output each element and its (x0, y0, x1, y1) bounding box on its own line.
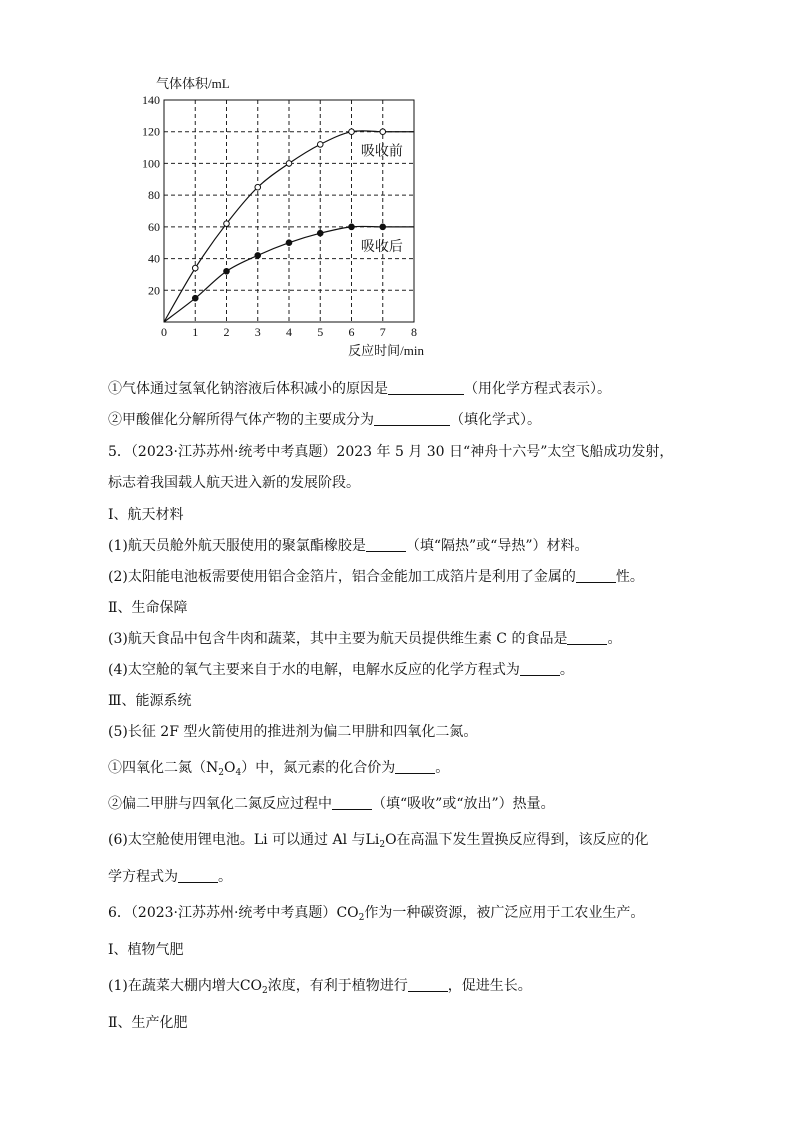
formula-n: N (206, 760, 219, 776)
q6-1-mid: 浓度，有利于植物进行 (267, 978, 408, 994)
formula-li: Li (365, 832, 380, 848)
q5-6-rest: 在高温下发生置换反应得到，该反应的化 (396, 832, 649, 848)
question-5-1 (108, 536, 588, 556)
q5-5b-suffix: （填“吸收”或“放出”）热量。 (372, 796, 555, 812)
question-4-part-1 (108, 379, 611, 399)
gas-volume-chart (130, 72, 440, 362)
data-point (317, 230, 323, 236)
formula-co: CO (336, 905, 359, 921)
data-point (192, 265, 198, 271)
y-tick-label: 140 (142, 93, 160, 107)
formula-subscript: 2 (379, 840, 386, 850)
section-heading: Ⅰ、植物气肥 (108, 942, 184, 958)
q5-6-suffix: 。 (218, 869, 232, 885)
x-tick-label: 4 (286, 325, 292, 339)
y-tick-label: 40 (148, 251, 160, 266)
answer-blank[interactable] (388, 380, 464, 395)
q1b-suffix: （填化学式）。 (450, 412, 541, 428)
y-tick-label: 80 (148, 188, 160, 203)
question-5-header-cont: 标志着我国载人航天进入新的发展阶段。 (108, 475, 360, 491)
data-point (317, 142, 323, 148)
q6-text: 6．（2023·江苏苏州·统考中考真题） (108, 905, 337, 921)
answer-blank[interactable] (576, 568, 616, 583)
q5-6-text: (6)太空舱使用锂电池。Li 可以通过 Al 与 (108, 832, 366, 848)
section-heading: Ⅱ、生命保障 (108, 600, 188, 616)
section-heading: Ⅲ、能源系统 (108, 693, 192, 709)
x-tick-label: 0 (161, 325, 167, 339)
series-label: 吸收后 (360, 239, 403, 255)
formula-o: O (385, 832, 397, 848)
q1a-suffix: （用化学方程式表示）。 (464, 381, 611, 397)
q6-1-suffix: ，促进生长。 (447, 978, 532, 994)
q5-4-suffix: 。 (559, 662, 574, 678)
data-point (380, 224, 386, 230)
formula-subscript: 2 (218, 768, 224, 778)
y-tick-label: 20 (148, 283, 160, 298)
formula-subscript: 2 (358, 913, 365, 923)
data-point (349, 224, 355, 230)
q5-6-line2: 学方程式为 (108, 869, 178, 885)
answer-blank[interactable] (332, 795, 372, 810)
data-point (380, 129, 386, 135)
question-4-part-2 (108, 410, 541, 430)
data-point (286, 161, 292, 167)
section-heading: Ⅰ、航天材料 (108, 507, 184, 523)
formula-co: CO (239, 978, 263, 994)
section-heading: Ⅱ、生产化肥 (108, 1015, 188, 1031)
data-point (224, 268, 230, 274)
x-tick-label: 3 (254, 325, 261, 339)
x-tick-label: 2 (223, 325, 230, 339)
x-axis-label: 反应时间/min (348, 343, 424, 358)
y-tick-label: 120 (142, 124, 160, 139)
question-5-3 (108, 629, 621, 649)
question-5-4 (108, 660, 574, 680)
q5-5a-text: ①四氧化二氮（ (108, 760, 206, 776)
answer-blank[interactable] (567, 630, 607, 645)
x-tick-label: 8 (411, 325, 417, 339)
q5-5b-text: ②偏二甲肼与四氧化二氮反应过程中 (108, 796, 332, 812)
q6-rest: 作为一种碳资源，被广泛应用于工农业生产。 (364, 905, 645, 921)
x-tick-label: 1 (192, 325, 199, 339)
answer-blank[interactable] (178, 868, 218, 883)
question-5-6 (108, 830, 649, 855)
data-point (192, 295, 198, 301)
data-point (255, 253, 261, 259)
y-axis-label: 气体体积/mL (156, 76, 230, 91)
answer-blank[interactable] (408, 977, 448, 992)
question-5-6-cont (108, 867, 232, 887)
answer-blank[interactable] (395, 759, 435, 774)
question-5-5-b (108, 794, 555, 814)
q6-1-text: (1)在蔬菜大棚内增大 (108, 978, 240, 994)
q5-3-suffix: 。 (607, 631, 622, 647)
series-label: 吸收前 (360, 144, 403, 160)
data-point (349, 129, 355, 135)
q5-2-text: (2)太阳能电池板需要使用铝合金箔片，铝合金能加工成箔片是利用了金属的 (108, 569, 576, 585)
question-5-5: (5)长征 2F 型火箭使用的推进剂为偏二甲肼和四氧化二氮。 (108, 724, 478, 740)
x-tick-label: 7 (379, 325, 386, 339)
answer-blank[interactable] (366, 537, 406, 552)
y-tick-label: 60 (148, 219, 160, 234)
q5-2-suffix: 性。 (615, 569, 644, 585)
question-6-header (108, 903, 644, 928)
question-6-1 (108, 976, 532, 1001)
q5-4-text: (4)太空舱的氧气主要来自于水的电解，电解水反应的化学方程式为 (108, 662, 520, 678)
formula-subscript: 2 (262, 986, 268, 996)
chart-grid (164, 100, 414, 322)
y-tick-label: 100 (142, 156, 160, 171)
q1b-text: ②甲酸催化分解所得气体产物的主要成分为 (108, 412, 374, 428)
question-5-header: 5．（2023·江苏苏州·统考中考真题）2023 年 5 月 30 日“神舟十六号”太空飞船成功发射， (108, 444, 674, 460)
plot-frame (164, 100, 414, 322)
q5-1-text: (1)航天员舱外航天服使用的聚氯酯橡胶是 (108, 538, 366, 554)
data-point (255, 184, 261, 190)
question-5-5-a (108, 758, 449, 783)
formula-subscript: 4 (235, 768, 242, 778)
question-5-2 (108, 567, 644, 587)
formula-o: O (223, 760, 236, 776)
q5-3-text: (3)航天食品中包含牛肉和蔬菜，其中主要为航天员提供维生素 C 的食品是 (108, 631, 568, 647)
chart-labels (142, 76, 424, 358)
q1a-text: ①气体通过氢氧化钠溶液后体积减小的原因是 (108, 381, 388, 397)
data-point (286, 240, 292, 246)
answer-blank[interactable] (520, 661, 560, 676)
q5-1-suffix: （填“隔热”或“导热”）材料。 (405, 538, 589, 554)
q5-5a-mid: ）中，氮元素的化合价为 (241, 760, 396, 776)
q5-5a-suffix: 。 (435, 760, 450, 776)
data-point (224, 221, 230, 227)
x-tick-label: 5 (317, 325, 324, 339)
answer-blank[interactable] (374, 411, 450, 426)
x-tick-label: 6 (348, 325, 355, 339)
chart-axes (164, 100, 414, 322)
